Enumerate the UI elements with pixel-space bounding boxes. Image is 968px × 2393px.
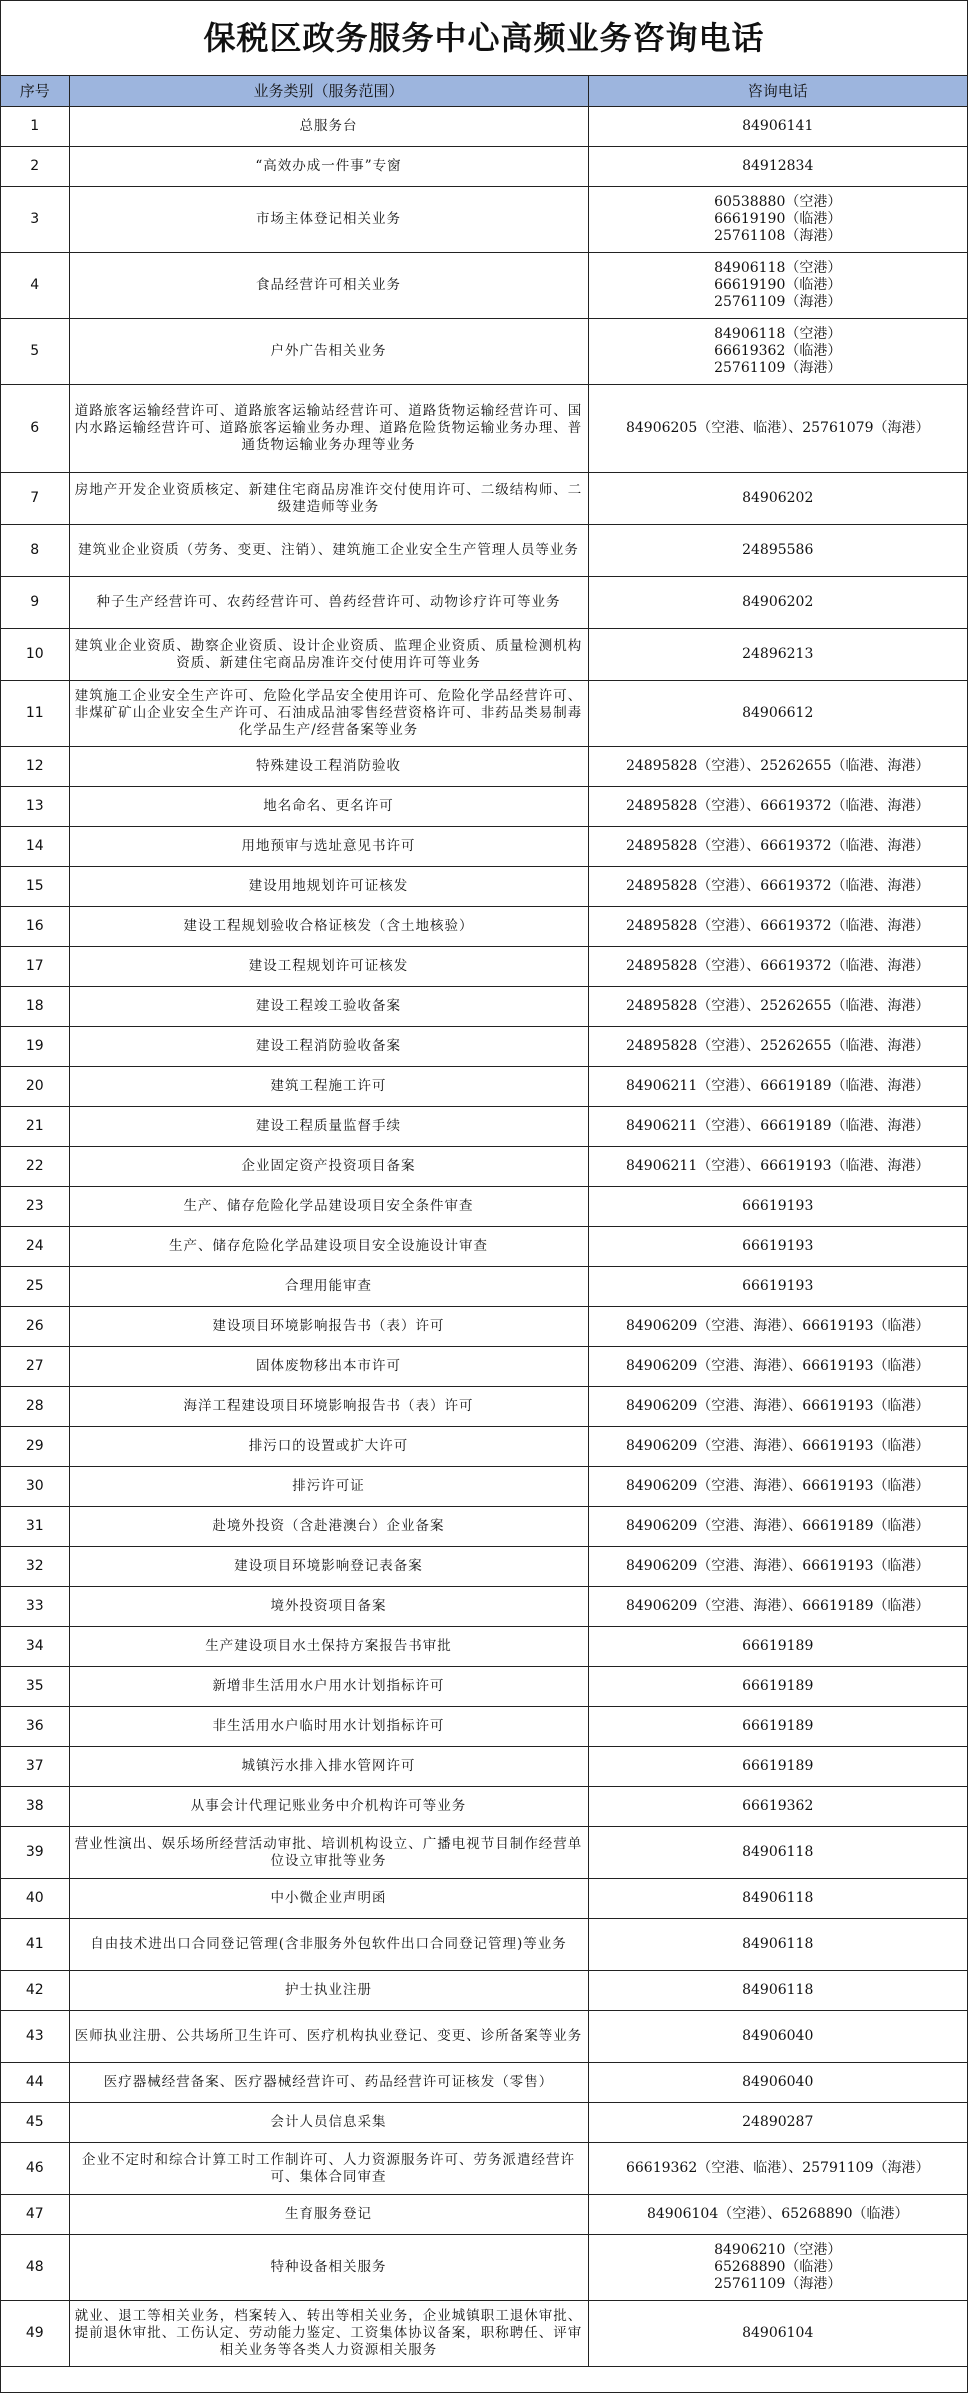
header-id: 序号 <box>1 76 69 107</box>
row-category: 城镇污水排入排水管网许可 <box>69 1747 588 1787</box>
row-phone <box>588 2235 967 2301</box>
row-phone <box>588 1667 967 1707</box>
table-row <box>1 107 967 147</box>
row-phone <box>588 1787 967 1827</box>
phone-number: 84906209（空港、海港）、66619193（临港） <box>625 1558 930 1574</box>
row-category: 排污口的设置或扩大许可 <box>69 1427 588 1467</box>
table-row <box>1 1919 967 1971</box>
table-row <box>1 867 967 907</box>
phone-number: 66619189 <box>742 1638 814 1654</box>
phone-number: 84906209（空港、海港）、66619193（临港） <box>625 1438 930 1454</box>
row-category: 医师执业注册、公共场所卫生许可、医疗机构执业登记、变更、诊所备案等业务 <box>69 2011 588 2063</box>
table-row <box>1 577 967 629</box>
row-category: 生产、储存危险化学品建设项目安全设施设计审查 <box>69 1227 588 1267</box>
table-row <box>1 1627 967 1667</box>
row-phone <box>588 1187 967 1227</box>
table-row <box>1 2235 967 2301</box>
phone-number: 84906202 <box>742 594 814 610</box>
phone-number: 84906209（空港、海港）、66619193（临港） <box>625 1478 930 1494</box>
table-row <box>1 1187 967 1227</box>
phone-table <box>1 76 967 2367</box>
row-id: 36 <box>1 1707 69 1747</box>
header-phone: 咨询电话 <box>588 76 967 107</box>
phone-number: 66619362（空港、临港）、25791109（海港） <box>625 2160 930 2176</box>
row-category: 企业固定资产投资项目备案 <box>69 1147 588 1187</box>
row-id: 43 <box>1 2011 69 2063</box>
phone-number: 24895828（空港）、25262655（临港、海港） <box>625 998 930 1014</box>
row-category: 中小微企业声明函 <box>69 1879 588 1919</box>
row-phone <box>588 1627 967 1667</box>
table-row <box>1 319 967 385</box>
phone-number: 84906211（空港）、66619189（临港、海港） <box>625 1118 930 1134</box>
page-title: 保税区政务服务中心高频业务咨询电话 <box>1 1 967 76</box>
table-row <box>1 253 967 319</box>
row-category: 房地产开发企业资质核定、新建住宅商品房准许交付使用许可、二级结构师、二级建造师等业务 <box>69 473 588 525</box>
row-id: 42 <box>1 1971 69 2011</box>
row-category: 医疗器械经营备案、医疗器械经营许可、药品经营许可证核发（零售） <box>69 2063 588 2103</box>
phone-number: 66619362 <box>742 1798 814 1814</box>
row-category: 建设工程规划验收合格证核发（含土地核验） <box>69 907 588 947</box>
table-row <box>1 473 967 525</box>
row-phone <box>588 147 967 187</box>
row-category: 特殊建设工程消防验收 <box>69 747 588 787</box>
header-category: 业务类别（服务范围） <box>69 76 588 107</box>
phone-number: 84906118 <box>742 1936 814 1952</box>
row-category: 生产、储存危险化学品建设项目安全条件审查 <box>69 1187 588 1227</box>
row-phone <box>588 253 967 319</box>
phone-number: 24896213 <box>742 646 814 662</box>
table-row <box>1 2103 967 2143</box>
row-id: 10 <box>1 629 69 681</box>
phone-number: 84906205（空港、临港）、25761079（海港） <box>625 420 930 436</box>
row-phone <box>588 1427 967 1467</box>
table-row <box>1 1227 967 1267</box>
table-row <box>1 1467 967 1507</box>
row-phone <box>588 1387 967 1427</box>
row-id: 28 <box>1 1387 69 1427</box>
row-category: 建设项目环境影响登记表备案 <box>69 1547 588 1587</box>
row-phone <box>588 1971 967 2011</box>
row-category: 特种设备相关服务 <box>69 2235 588 2301</box>
row-id: 12 <box>1 747 69 787</box>
row-phone <box>588 1067 967 1107</box>
row-phone <box>588 1147 967 1187</box>
phone-number: 66619362（临港） <box>714 343 842 359</box>
row-phone <box>588 473 967 525</box>
phone-number: 84906211（空港）、66619193（临港、海港） <box>625 1158 930 1174</box>
phone-number: 66619189 <box>742 1718 814 1734</box>
row-phone <box>588 747 967 787</box>
row-id: 31 <box>1 1507 69 1547</box>
row-category: 非生活用水户临时用水计划指标许可 <box>69 1707 588 1747</box>
row-phone <box>588 525 967 577</box>
row-id: 35 <box>1 1667 69 1707</box>
row-phone <box>588 629 967 681</box>
table-row <box>1 1971 967 2011</box>
phone-number: 24895828（空港）、25262655（临港、海港） <box>625 758 930 774</box>
row-category: 户外广告相关业务 <box>69 319 588 385</box>
row-id: 23 <box>1 1187 69 1227</box>
row-id: 38 <box>1 1787 69 1827</box>
phone-number: 66619190（临港） <box>714 277 842 293</box>
phone-number: 66619190（临港） <box>714 211 842 227</box>
phone-number: 84906104 <box>742 2325 814 2341</box>
table-row <box>1 1267 967 1307</box>
phone-number: 24895828（空港）、66619372（临港、海港） <box>625 958 930 974</box>
row-phone <box>588 2011 967 2063</box>
row-id: 22 <box>1 1147 69 1187</box>
table-row <box>1 1667 967 1707</box>
row-id: 8 <box>1 525 69 577</box>
row-category: 生产建设项目水土保持方案报告书审批 <box>69 1627 588 1667</box>
row-phone <box>588 1587 967 1627</box>
row-category: 从事会计代理记账业务中介机构许可等业务 <box>69 1787 588 1827</box>
row-id: 2 <box>1 147 69 187</box>
row-id: 47 <box>1 2195 69 2235</box>
phone-number: 66619189 <box>742 1758 814 1774</box>
phone-number: 24890287 <box>742 2114 814 2130</box>
phone-number: 25761109（海港） <box>714 360 842 376</box>
row-category: 营业性演出、娱乐场所经营活动审批、培训机构设立、广播电视节目制作经营单位设立审批等业务 <box>69 1827 588 1879</box>
table-row <box>1 2301 967 2367</box>
table-row <box>1 1507 967 1547</box>
phone-number: 84912834 <box>742 158 814 174</box>
table-row <box>1 2143 967 2195</box>
row-category: 建筑工程施工许可 <box>69 1067 588 1107</box>
phone-number: 66619193 <box>742 1238 814 1254</box>
row-id: 14 <box>1 827 69 867</box>
table-row <box>1 747 967 787</box>
row-category: 种子生产经营许可、农药经营许可、兽药经营许可、动物诊疗许可等业务 <box>69 577 588 629</box>
row-phone <box>588 1467 967 1507</box>
row-id: 6 <box>1 385 69 473</box>
row-phone <box>588 1547 967 1587</box>
row-category: “高效办成一件事”专窗 <box>69 147 588 187</box>
table-row <box>1 681 967 747</box>
row-phone <box>588 2301 967 2367</box>
phone-number: 84906211（空港）、66619189（临港、海港） <box>625 1078 930 1094</box>
table-row <box>1 787 967 827</box>
row-category: 生育服务登记 <box>69 2195 588 2235</box>
row-id: 13 <box>1 787 69 827</box>
table-row <box>1 2195 967 2235</box>
row-phone <box>588 319 967 385</box>
row-category: 用地预审与选址意见书许可 <box>69 827 588 867</box>
row-category: 赴境外投资（含赴港澳台）企业备案 <box>69 1507 588 1547</box>
table-row <box>1 1107 967 1147</box>
row-phone <box>588 385 967 473</box>
table-row <box>1 1879 967 1919</box>
phone-number: 84906209（空港、海港）、66619193（临港） <box>625 1318 930 1334</box>
phone-number: 60538880（空港） <box>714 194 842 210</box>
phone-number: 24895828（空港）、66619372（临港、海港） <box>625 838 930 854</box>
row-id: 7 <box>1 473 69 525</box>
row-category: 就业、退工等相关业务，档案转入、转出等相关业务，企业城镇职工退休审批、提前退休审批、工伤认定、劳动能力鉴定、工资集体协议备案，职称聘任、评审相关业务等各类人力资源相关服务 <box>69 2301 588 2367</box>
row-phone <box>588 2063 967 2103</box>
row-id: 41 <box>1 1919 69 1971</box>
phone-number: 84906209（空港、海港）、66619193（临港） <box>625 1358 930 1374</box>
row-category: 建设项目环境影响报告书（表）许可 <box>69 1307 588 1347</box>
row-phone <box>588 1507 967 1547</box>
row-phone <box>588 1827 967 1879</box>
row-category: 排污许可证 <box>69 1467 588 1507</box>
table-row <box>1 1387 967 1427</box>
table-row <box>1 525 967 577</box>
row-id: 49 <box>1 2301 69 2367</box>
phone-number: 84906210（空港） <box>714 2242 842 2258</box>
phone-number: 84906118 <box>742 1844 814 1860</box>
row-phone <box>588 1227 967 1267</box>
row-id: 29 <box>1 1427 69 1467</box>
table-row <box>1 1147 967 1187</box>
row-id: 45 <box>1 2103 69 2143</box>
row-id: 15 <box>1 867 69 907</box>
row-phone <box>588 1919 967 1971</box>
row-phone <box>588 827 967 867</box>
row-id: 24 <box>1 1227 69 1267</box>
row-id: 11 <box>1 681 69 747</box>
phone-number: 24895828（空港）、25262655（临港、海港） <box>625 1038 930 1054</box>
table-row <box>1 987 967 1027</box>
table-row <box>1 947 967 987</box>
row-category: 道路旅客运输经营许可、道路旅客运输站经营许可、道路货物运输经营许可、国内水路运输经营许可、道路旅客运输业务办理、道路危险货物运输业务办理、普通货物运输业务办理等业务 <box>69 385 588 473</box>
row-category: 境外投资项目备案 <box>69 1587 588 1627</box>
row-id: 25 <box>1 1267 69 1307</box>
row-id: 9 <box>1 577 69 629</box>
row-phone <box>588 1347 967 1387</box>
row-id: 1 <box>1 107 69 147</box>
row-phone <box>588 1707 967 1747</box>
row-phone <box>588 1267 967 1307</box>
table-row <box>1 629 967 681</box>
row-category: 会计人员信息采集 <box>69 2103 588 2143</box>
table-header-row <box>1 76 967 107</box>
row-category: 固体废物移出本市许可 <box>69 1347 588 1387</box>
row-phone <box>588 987 967 1027</box>
row-phone <box>588 1747 967 1787</box>
phone-number: 84906612 <box>742 705 814 721</box>
row-id: 44 <box>1 2063 69 2103</box>
row-category: 地名命名、更名许可 <box>69 787 588 827</box>
row-phone <box>588 787 967 827</box>
phone-number: 84906040 <box>742 2074 814 2090</box>
row-id: 17 <box>1 947 69 987</box>
phone-number: 25761109（海港） <box>714 294 842 310</box>
table-row <box>1 2063 967 2103</box>
row-id: 5 <box>1 319 69 385</box>
row-category: 建设用地规划许可证核发 <box>69 867 588 907</box>
row-id: 3 <box>1 187 69 253</box>
phone-number: 66619189 <box>742 1678 814 1694</box>
row-category: 建设工程消防验收备案 <box>69 1027 588 1067</box>
phone-number: 65268890（临港） <box>714 2259 842 2275</box>
phone-number: 84906104（空港）、65268890（临港） <box>646 2206 909 2222</box>
row-category: 合理用能审查 <box>69 1267 588 1307</box>
phone-number: 84906209（空港、海港）、66619193（临港） <box>625 1398 930 1414</box>
row-id: 20 <box>1 1067 69 1107</box>
table-row <box>1 1307 967 1347</box>
phone-number: 84906209（空港、海港）、66619189（临港） <box>625 1598 930 1614</box>
row-id: 21 <box>1 1107 69 1147</box>
table-row <box>1 1787 967 1827</box>
row-id: 16 <box>1 907 69 947</box>
row-category: 企业不定时和综合计算工时工作制许可、人力资源服务许可、劳务派遣经营许可、集体合同审查 <box>69 2143 588 2195</box>
phone-number: 84906209（空港、海港）、66619189（临港） <box>625 1518 930 1534</box>
phone-number: 25761108（海港） <box>714 228 842 244</box>
table-row <box>1 1027 967 1067</box>
row-phone <box>588 907 967 947</box>
phone-number: 66619193 <box>742 1198 814 1214</box>
phone-number: 25761109（海港） <box>714 2276 842 2292</box>
table-row <box>1 1067 967 1107</box>
table-row <box>1 907 967 947</box>
table-row <box>1 1547 967 1587</box>
row-id: 33 <box>1 1587 69 1627</box>
row-category: 总服务台 <box>69 107 588 147</box>
table-row <box>1 2011 967 2063</box>
phone-number: 84906118 <box>742 1890 814 1906</box>
row-category: 建设工程质量监督手续 <box>69 1107 588 1147</box>
row-phone <box>588 2195 967 2235</box>
table-row <box>1 1747 967 1787</box>
row-id: 39 <box>1 1827 69 1879</box>
row-phone <box>588 107 967 147</box>
row-category: 建筑施工企业安全生产许可、危险化学品安全使用许可、危险化学品经营许可、非煤矿矿山企业安全生产许可、石油成品油零售经营资格许可、非药品类易制毒化学品生产/经营备案等业务 <box>69 681 588 747</box>
phone-number: 84906118 <box>742 1982 814 1998</box>
row-id: 4 <box>1 253 69 319</box>
phone-number: 84906118（空港） <box>714 326 842 342</box>
table-row <box>1 385 967 473</box>
row-id: 34 <box>1 1627 69 1667</box>
phone-number: 66619193 <box>742 1278 814 1294</box>
row-id: 18 <box>1 987 69 1027</box>
row-id: 32 <box>1 1547 69 1587</box>
row-phone <box>588 2103 967 2143</box>
row-phone <box>588 577 967 629</box>
phone-number: 84906202 <box>742 490 814 506</box>
row-category: 新增非生活用水户用水计划指标许可 <box>69 1667 588 1707</box>
row-id: 19 <box>1 1027 69 1067</box>
phone-number: 24895828（空港）、66619372（临港、海港） <box>625 878 930 894</box>
row-phone <box>588 2143 967 2195</box>
row-category: 护士执业注册 <box>69 1971 588 2011</box>
row-category: 建设工程竣工验收备案 <box>69 987 588 1027</box>
row-phone <box>588 187 967 253</box>
table-row <box>1 1707 967 1747</box>
row-id: 48 <box>1 2235 69 2301</box>
row-id: 40 <box>1 1879 69 1919</box>
table-row <box>1 187 967 253</box>
row-category: 海洋工程建设项目环境影响报告书（表）许可 <box>69 1387 588 1427</box>
phone-number: 84906118（空港） <box>714 260 842 276</box>
row-phone <box>588 867 967 907</box>
row-phone <box>588 1107 967 1147</box>
table-row <box>1 827 967 867</box>
row-category: 自由技术进出口合同登记管理(含非服务外包软件出口合同登记管理)等业务 <box>69 1919 588 1971</box>
row-id: 46 <box>1 2143 69 2195</box>
row-category: 建筑业企业资质（劳务、变更、注销）、建筑施工企业安全生产管理人员等业务 <box>69 525 588 577</box>
phone-number: 84906141 <box>742 118 814 134</box>
phone-number: 24895828（空港）、66619372（临港、海港） <box>625 918 930 934</box>
table-row <box>1 1347 967 1387</box>
row-id: 27 <box>1 1347 69 1387</box>
table-row <box>1 1587 967 1627</box>
phone-number: 84906040 <box>742 2028 814 2044</box>
table-row <box>1 1827 967 1879</box>
table-body <box>1 107 967 2367</box>
row-id: 30 <box>1 1467 69 1507</box>
phone-number: 24895586 <box>742 542 814 558</box>
phone-number: 24895828（空港）、66619372（临港、海港） <box>625 798 930 814</box>
row-category: 食品经营许可相关业务 <box>69 253 588 319</box>
row-id: 26 <box>1 1307 69 1347</box>
row-phone <box>588 1027 967 1067</box>
row-category: 市场主体登记相关业务 <box>69 187 588 253</box>
row-id: 37 <box>1 1747 69 1787</box>
row-category: 建设工程规划许可证核发 <box>69 947 588 987</box>
row-phone <box>588 1307 967 1347</box>
table-row <box>1 1427 967 1467</box>
row-phone <box>588 1879 967 1919</box>
row-category: 建筑业企业资质、勘察企业资质、设计企业资质、监理企业资质、质量检测机构资质、新建住宅商品房准许交付使用许可等业务 <box>69 629 588 681</box>
row-phone <box>588 947 967 987</box>
table-row <box>1 147 967 187</box>
row-phone <box>588 681 967 747</box>
